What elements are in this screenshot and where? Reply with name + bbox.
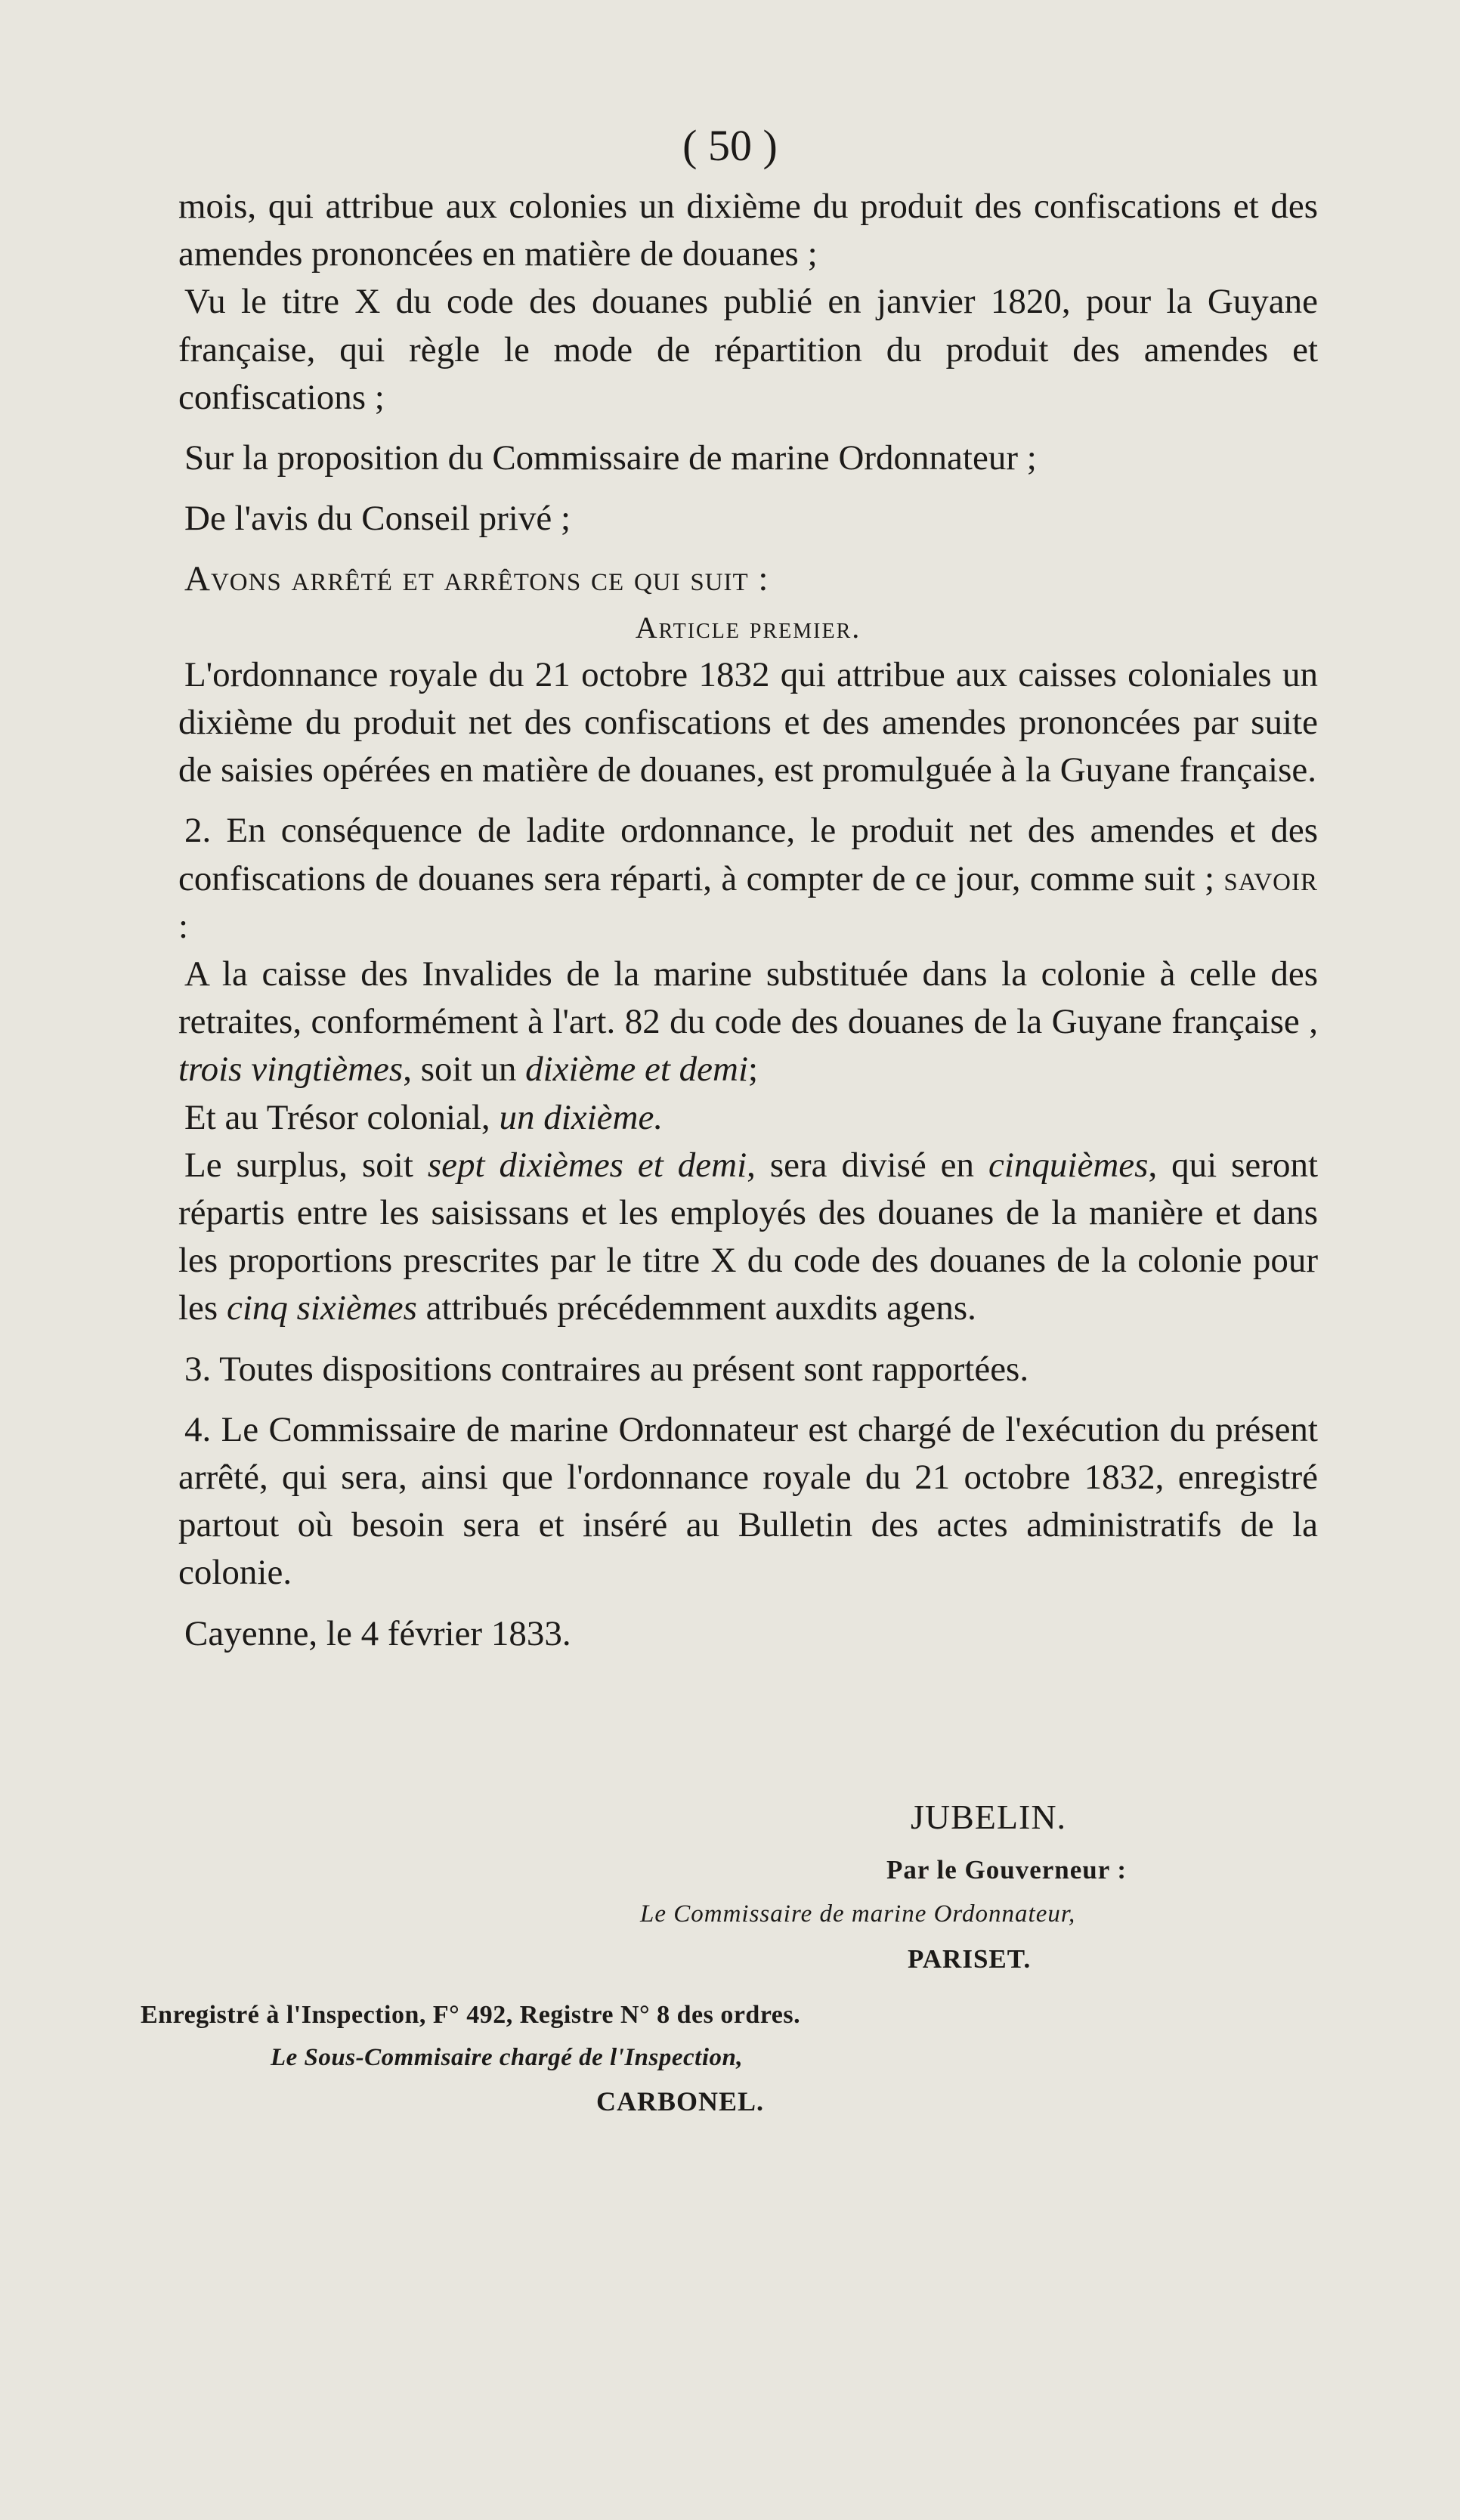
caisse-text-2: , soit un bbox=[403, 1050, 517, 1090]
tresor-text: Et au Trésor colonial, bbox=[184, 1097, 490, 1137]
surplus-italic-2: cinquièmes bbox=[988, 1145, 1149, 1185]
paragraph-avons-arrete: Avons arrêté et arrêtons ce qui suit : bbox=[184, 559, 769, 599]
article-4: 4. Le Commissaire de marine Ordonnateur est chargé de l'exécution du présent arrêté, qui sera, ainsi que l'ordonnance royale du 21 octobre 1832, enregistré partout où besoin sera et inséré au Bulletin des actes administratifs de la colonie. bbox=[178, 1409, 1318, 1593]
tresor-italic: un dixième. bbox=[499, 1097, 663, 1137]
paragraph-proposition: Sur la proposition du Commissaire de marine Ordonnateur ; bbox=[184, 438, 1037, 478]
article-1: L'ordonnance royale du 21 octobre 1832 qui attribue aux caisses coloniales un dixième du produit net des confiscations et des amendes prononcées par suite de saisies opérées en matière de douanes, est promulguée à la Guyane française. bbox=[178, 654, 1318, 790]
signature-pariset: PARISET. bbox=[908, 1944, 1032, 1974]
document-body bbox=[178, 183, 1318, 1658]
paragraph-caisse-invalides bbox=[178, 951, 1318, 1094]
caisse-text: A la caisse des Invalides de la marine substituée dans la colonie à celle des retraites, conformément à l'art. 82 du code des douanes de la Guyane française , bbox=[178, 954, 1318, 1042]
registration-note: Enregistré à l'Inspection, F° 492, Registre N° 8 des ordres. bbox=[141, 2001, 801, 2029]
surplus-italic-3: cinq sixièmes bbox=[226, 1288, 417, 1328]
surplus-text-4: attribués précédemment auxdits agens. bbox=[425, 1288, 976, 1328]
paragraph-tresor bbox=[178, 1094, 1318, 1142]
caisse-text-3: ; bbox=[748, 1050, 759, 1090]
article-2-text: 2. En conséquence de ladite ordonnance, le produit net des amendes et des confiscations de douanes sera réparti, à compter de ce jour, comme suit ; bbox=[178, 811, 1318, 898]
commissaire-title: Le Commissaire de marine Ordonnateur, bbox=[640, 1900, 1076, 1928]
page-number: ( 50 ) bbox=[682, 121, 778, 170]
surplus-text-3: , qui seront répartis entre les saisissans et les employés des douanes de la manière et dans les proportions prescrites par le titre X du code des douanes de la colonie pour les bbox=[178, 1145, 1319, 1328]
paragraph-avis: De l'avis du Conseil privé ; bbox=[184, 499, 571, 539]
surplus-text-2: , sera divisé en bbox=[747, 1145, 975, 1185]
caisse-italic-1: trois vingtièmes bbox=[178, 1050, 404, 1090]
date-line: Cayenne, le 4 février 1833. bbox=[184, 1613, 571, 1653]
par-le-gouverneur: Par le Gouverneur : bbox=[886, 1855, 1127, 1885]
article-heading: Article premier. bbox=[635, 610, 861, 645]
paragraph-code-douanes: Vu le titre X du code des douanes publié en janvier 1820, pour la Guyane française, qui règle le mode de répartition du produit des amendes et confiscations ; bbox=[178, 282, 1318, 417]
caisse-italic-2: dixième et demi bbox=[525, 1050, 749, 1090]
signature-jubelin: JUBELIN. bbox=[911, 1798, 1067, 1836]
surplus-text-1: Le surplus, soit bbox=[184, 1145, 413, 1185]
article-3: 3. Toutes dispositions contraires au présent sont rapportées. bbox=[184, 1349, 1029, 1389]
signature-carbonel: CARBONEL. bbox=[596, 2086, 765, 2116]
paragraph-confiscations: mois, qui attribue aux colonies un dixième du produit des confiscations et des amendes prononcées en matière de douanes ; bbox=[178, 187, 1318, 274]
article-2-savoir: savoir : bbox=[178, 858, 1319, 946]
sous-commissaire-title: Le Sous-Commisaire chargé de l'Inspection, bbox=[271, 2044, 744, 2071]
paragraph-surplus bbox=[178, 1142, 1318, 1333]
surplus-italic-1: sept dixièmes et demi bbox=[427, 1145, 747, 1185]
article-2 bbox=[178, 807, 1318, 951]
